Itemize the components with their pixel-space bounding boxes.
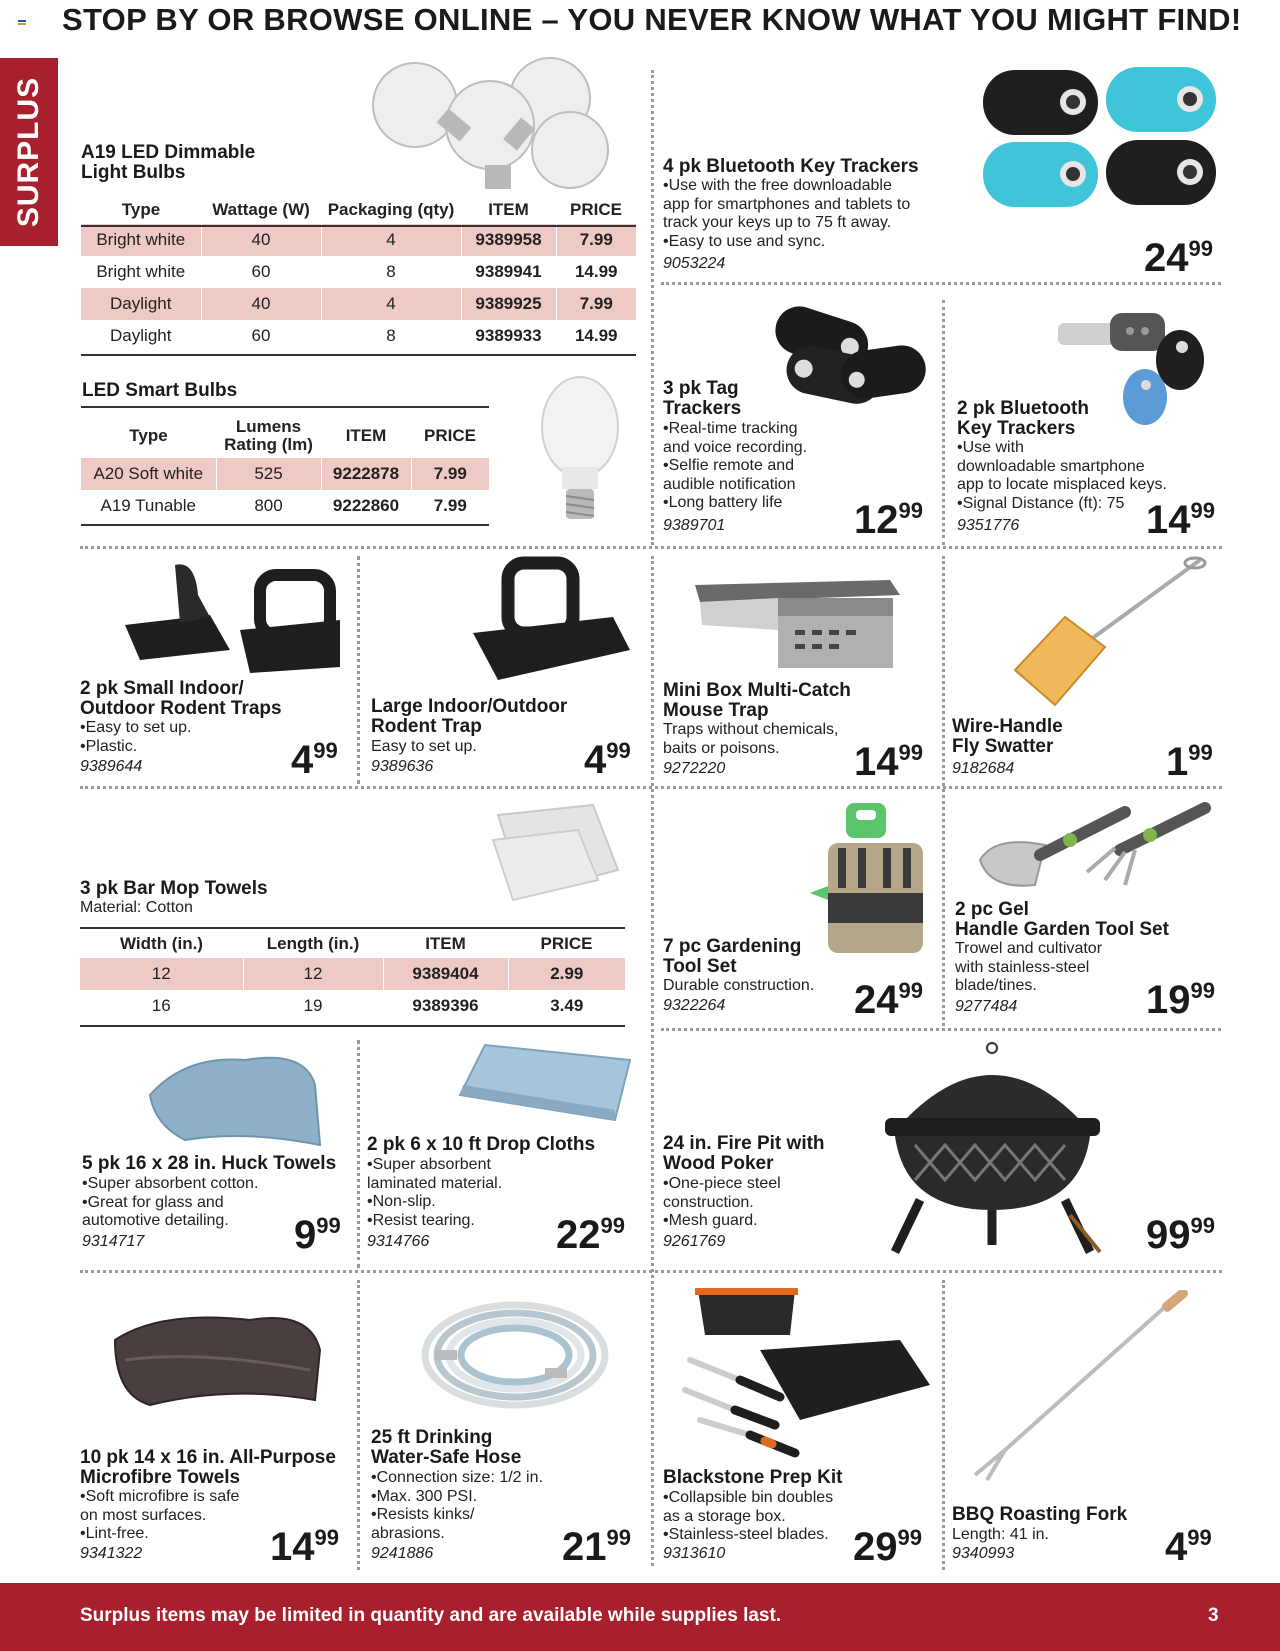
page-number: 3 (1208, 1605, 1219, 1626)
towel-image (455, 1040, 635, 1125)
key-trackers-4-desc: •Use with the free downloadable app for smartphones and tablets to track your keys up to 75 ft away. •Easy to use and sync. (663, 177, 911, 250)
sku: 9340993 (952, 1545, 1015, 1562)
divider (80, 1270, 1222, 1273)
footer-note: Surplus items may be limited in quantity and are available while supplies last. (80, 1605, 782, 1626)
divider (357, 556, 360, 784)
key-trackers-2-desc: •Use with downloadable smartphone app to locate misplaced keys. •Signal Distance (ft): 75 (957, 439, 1167, 512)
sku: 9341322 (80, 1545, 143, 1562)
table-rule (81, 354, 636, 356)
towel-image (488, 800, 628, 905)
tag-trackers-desc: •Real-time tracking and voice recording. •Selfie remote and audible notification •Long battery life (663, 420, 808, 511)
garden-tools-2-desc: Trowel and cultivator with stainless-steel blade/tines. (955, 940, 1103, 994)
mop-towels-title: 3 pk Bar Mop Towels (80, 878, 268, 899)
drop-cloths-desc: •Super absorbent laminated material. •Non-slip. •Resist tearing. (367, 1156, 503, 1229)
swatter-image (1010, 555, 1210, 715)
garden-image (808, 798, 943, 958)
divider (661, 1028, 1221, 1031)
sku: 9261769 (663, 1233, 726, 1250)
footer-bar (0, 1583, 1280, 1651)
col-header: Wattage (W) (212, 200, 310, 219)
garden-tools-2-title: 2 pc Gel Handle Garden Tool Set (955, 899, 1169, 940)
col-header: Packaging (qty) (327, 200, 455, 219)
fork-image (965, 1290, 1195, 1485)
price: 1499 (854, 740, 923, 784)
rodent-small-desc: •Easy to set up. •Plastic. (80, 719, 192, 755)
col-header: PRICE (540, 934, 593, 953)
col-header: Type (129, 426, 168, 445)
table-row: Daylight 60 8 9389933 14.99 (81, 320, 636, 352)
sku: 9389701 (663, 517, 726, 534)
table-rule (81, 406, 489, 408)
smart-bulbs-table (81, 414, 489, 522)
mop-towels-material: Material: Cotton (80, 899, 193, 916)
huck-towels-title: 5 pk 16 x 28 in. Huck Towels (82, 1153, 337, 1174)
divider (942, 300, 945, 545)
tag-trackers-title: 3 pk Tag Trackers (663, 378, 742, 419)
tracker-image (978, 62, 1218, 212)
price: 2199 (562, 1525, 631, 1569)
fire-pit-title: 24 in. Fire Pit with Wood Poker (663, 1133, 825, 1174)
col-header: Lumens Rating (lm) (224, 417, 313, 454)
sku: 9272220 (663, 760, 726, 777)
microfibre-title: 10 pk 14 x 16 in. All-Purpose Microfibre Towels (80, 1447, 336, 1488)
table-rule (80, 927, 625, 929)
side-tab-label: SURPLUS (12, 76, 45, 228)
garden-image (975, 800, 1220, 895)
divider (661, 282, 1221, 285)
price: 199 (1166, 740, 1213, 784)
microfibre-desc: •Soft microfibre is safe on most surfaces. •Lint-free. (80, 1488, 240, 1542)
price: 2499 (854, 978, 923, 1022)
towel-image (145, 1045, 325, 1150)
divider (357, 1040, 360, 1268)
led-bulbs-title: A19 LED Dimmable Light Bulbs (81, 142, 256, 183)
fire-pit-desc: •One-piece steel construction. •Mesh guard. (663, 1175, 781, 1229)
mouse-trap-desc: Traps without chemicals, baits or poisons. (663, 721, 839, 757)
price: 2499 (1144, 236, 1213, 280)
col-header: PRICE (570, 200, 622, 219)
price: 499 (291, 738, 338, 782)
table-row: A20 Soft white 525 9222878 7.99 (81, 458, 489, 490)
sku: 9389644 (80, 758, 143, 775)
rodent-large-desc: Easy to set up. (371, 738, 477, 755)
divider (942, 1280, 945, 1570)
firepit-image (875, 1040, 1110, 1255)
col-header: Width (in.) (120, 934, 203, 953)
divider (80, 546, 1222, 549)
flag-icon (18, 20, 26, 27)
table-row: 16 19 9389396 3.49 (80, 990, 625, 1022)
gardening-set-title: 7 pc Gardening Tool Set (663, 936, 802, 977)
bbq-fork-title: BBQ Roasting Fork (952, 1504, 1128, 1525)
led-bulbs-table (81, 196, 636, 352)
key-trackers-2-title: 2 pk Bluetooth Key Trackers (957, 398, 1089, 439)
price: 499 (1165, 1525, 1212, 1569)
col-header: PRICE (424, 426, 476, 445)
table-row: Bright white 60 8 9389941 14.99 (81, 256, 636, 288)
towel-image (110, 1300, 325, 1410)
sku: 9241886 (371, 1545, 434, 1562)
sku: 9351776 (957, 517, 1020, 534)
price: 2999 (853, 1525, 922, 1569)
hose-desc: •Connection size: 1/2 in. •Max. 300 PSI. •Resists kinks/ abrasions. (371, 1469, 543, 1542)
divider (651, 556, 654, 1566)
mouse-trap-title: Mini Box Multi-Catch Mouse Trap (663, 680, 851, 721)
page-headline: STOP BY OR BROWSE ONLINE – YOU NEVER KNOW WHAT YOU MIGHT FIND! (62, 2, 1242, 37)
rodent-large-title: Large Indoor/Outdoor Rodent Trap (371, 696, 568, 737)
sku: 9182684 (952, 760, 1015, 777)
table-row: A19 Tunable 800 9222860 7.99 (81, 490, 489, 522)
price: 9999 (1146, 1213, 1215, 1257)
price: 1499 (1146, 498, 1215, 542)
mop-towels-table (80, 930, 625, 1022)
sku: 9314717 (82, 1233, 145, 1250)
price: 1299 (854, 498, 923, 542)
table-rule (81, 524, 489, 526)
hose-image (415, 1290, 615, 1415)
sku: 9314766 (367, 1233, 430, 1250)
bulb-image (540, 372, 620, 532)
fly-swatter-title: Wire-Handle Fly Swatter (952, 716, 1063, 757)
col-header: ITEM (345, 426, 387, 445)
price: 999 (294, 1213, 341, 1257)
table-row: 12 12 9389404 2.99 (80, 958, 625, 990)
rodent-small-title: 2 pk Small Indoor/ Outdoor Rodent Traps (80, 678, 282, 719)
sku: 9277484 (955, 998, 1018, 1015)
prepkit-image (680, 1285, 930, 1460)
sku: 9313610 (663, 1545, 726, 1562)
trap-image (468, 555, 633, 685)
table-rule (80, 1025, 625, 1027)
huck-towels-desc: •Super absorbent cotton. •Great for glass and automotive detailing. (82, 1175, 259, 1229)
trap-image (690, 570, 910, 675)
col-header: Length (in.) (266, 934, 360, 953)
sku: 9053224 (663, 255, 726, 272)
price: 2299 (556, 1213, 625, 1257)
prep-kit-desc: •Collapsible bin doubles as a storage box. •Stainless-steel blades. (663, 1489, 834, 1543)
bulb-image (360, 50, 630, 190)
price: 499 (584, 738, 631, 782)
col-header: Type (121, 200, 161, 219)
bbq-fork-desc: Length: 41 in. (952, 1526, 1049, 1543)
col-header: ITEM (425, 934, 466, 953)
tracker-image (770, 305, 930, 410)
table-rule (81, 225, 636, 227)
smart-bulbs-title: LED Smart Bulbs (82, 380, 238, 401)
divider (651, 70, 654, 545)
prep-kit-title: Blackstone Prep Kit (663, 1467, 843, 1488)
gardening-set-desc: Durable construction. (663, 977, 815, 994)
divider (357, 1280, 360, 1570)
sku: 9322264 (663, 997, 726, 1014)
price: 1999 (1146, 978, 1215, 1022)
price: 1499 (270, 1525, 339, 1569)
table-row: Daylight 40 4 9389925 7.99 (81, 288, 636, 320)
drop-cloths-title: 2 pk 6 x 10 ft Drop Cloths (367, 1134, 596, 1155)
table-row: Bright white 40 4 9389958 7.99 (81, 224, 636, 256)
surplus-side-tab (0, 58, 58, 246)
col-header: ITEM (488, 200, 529, 219)
hose-title: 25 ft Drinking Water-Safe Hose (371, 1427, 522, 1468)
sku: 9389636 (371, 758, 434, 775)
trap-image (120, 555, 340, 675)
divider (80, 786, 1222, 789)
key-trackers-4-title: 4 pk Bluetooth Key Trackers (663, 156, 919, 177)
